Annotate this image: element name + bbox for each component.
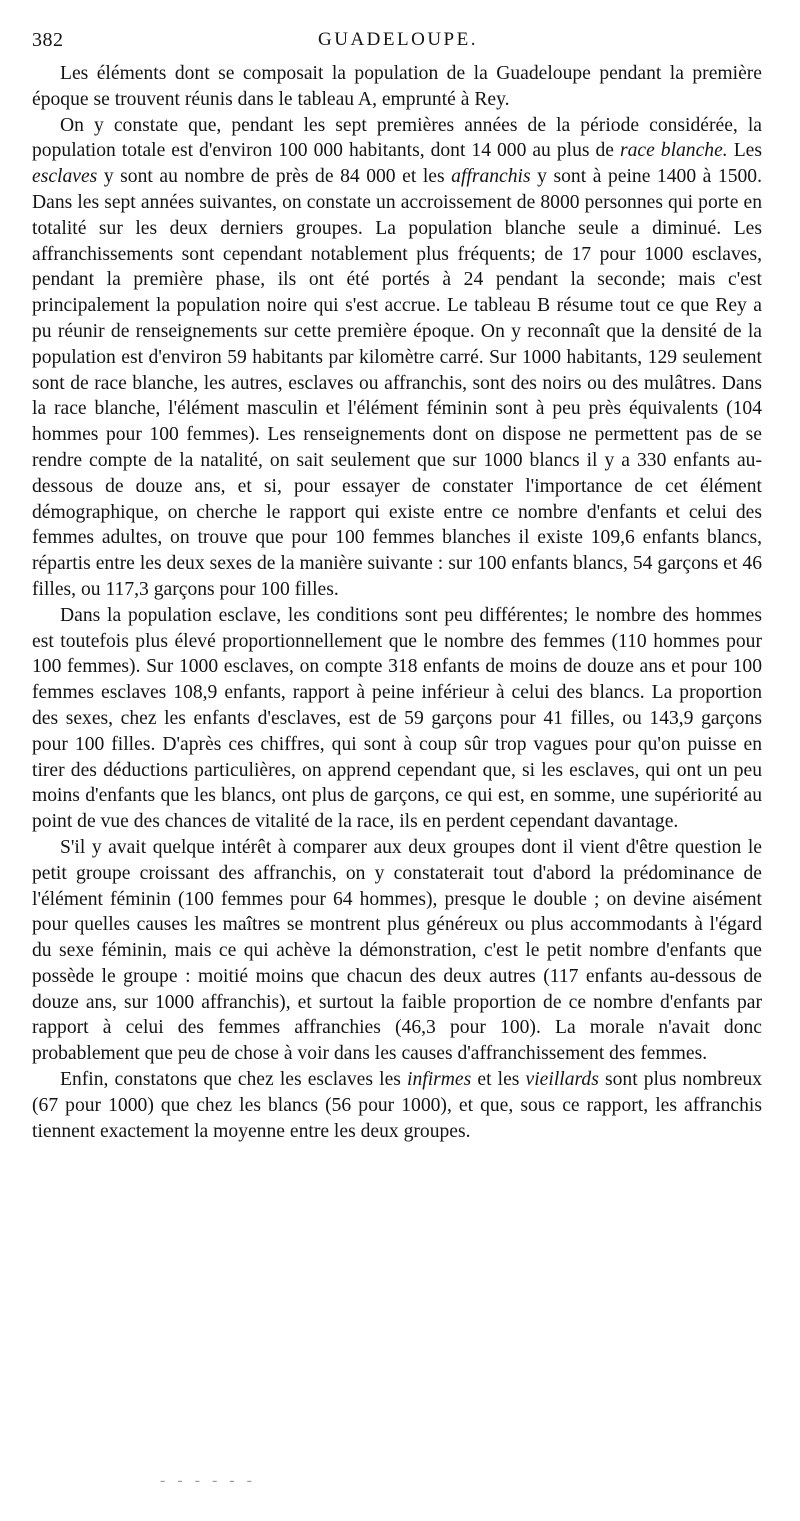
text-segment: Dans la population esclave, les conditions sont peu différentes; le nombre des hommes est toutefois plus élevé proportionnellement que le nombre des femmes (110 hommes pour 100 femmes). Sur 1000 esclaves, on compte 318 enfants de moins de douze ans et pour 100 femmes esclaves 108,9 enfants, rapport à peine inférieur à celui des blancs. La proportion des sexes, chez les enfants d'esclaves, est de 59 garçons pour 41 filles, ou 143,9 garçons pour 100 filles. D'après ces chiffres, qui sont à coup sûr trop vagues pour qu'on puisse en tirer des déductions particulières, on apprend cependant que, si les esclaves, qui ont un peu moins d'enfants que les blancs, ont plus de garçons, ce qui est, en somme, une supériorité au point de vue des chances de vitalité de la race, ils en perdent cependant davantage. <box>32 604 762 833</box>
italic-term: infirmes <box>407 1069 472 1091</box>
italic-term: esclaves <box>32 166 98 188</box>
text-segment: y sont à peine 1400 à 1500. Dans les sept années suivantes, on constate un accroissement de 8000 personnes qui porte en totalité sur les deux derniers groupes. La population blanche seule a diminué. Les affranchissements sont cependant notablement plus fréquents; de 17 pour 1000 esclaves, pendant la première phase, ils ont été portés à 24 pendant la seconde; mais c'est principalement la population noire qui s'est accrue. Le tableau B résume tout ce que Rey a pu réunir de renseignements sur cette première époque. On y reconnaît que la densité de la population est d'environ 59 habitants par kilomètre carré. Sur 1000 habitants, 129 seulement sont de race blanche, les autres, esclaves ou affranchis, sont des noirs ou des mulâtres. Dans la race blanche, l'élément masculin et l'élément féminin sont à peu près équivalents (104 hommes pour 100 femmes). Les renseignements dont on dispose ne permettent pas de se rendre compte de la natalité, on sait seulement que sur 1000 blancs il y a 330 enfants au-dessous de douze ans, et si, pour essayer de constater l'importance de cet élément démographique, on cherche le rapport qui existe entre ce nombre d'enfants et celui des femmes adultes, on trouve que pour 100 femmes blanches il existe 109,6 enfants blancs, répartis entre les deux sexes de la manière suivante : sur 100 enfants blancs, 54 garçons et 46 filles, ou 117,3 garçons pour 100 filles. <box>32 166 762 600</box>
footer-marks: - - - - - - <box>160 1472 256 1489</box>
paragraph <box>32 603 762 835</box>
italic-term: vieillards <box>525 1069 599 1091</box>
text-segment: S'il y avait quelque intérêt à comparer aux deux groupes dont il vient d'être question le petit groupe croissant des affranchis, on y constaterait tout d'abord la prédominance de l'élément féminin (100 femmes pour 64 hommes), presque le double ; on devine aisément pour quelles causes les maîtres se montrent plus généreux ou plus accommodants à l'égard du sexe féminin, mais ce qui achève la démonstration, c'est le petit nombre d'enfants que possède le groupe : moitié moins que chacun des deux autres (117 enfants au-dessous de douze ans, sur 1000 affranchis), et surtout la faible proportion de ce nombre d'enfants par rapport à celui des femmes affranchies (46,3 pour 100). La morale n'avait donc probablement que peu de chose à voir dans les causes d'affranchissement des femmes. <box>32 836 762 1065</box>
body-text <box>32 61 762 1144</box>
text-segment: Enfin, constatons que chez les esclaves les <box>60 1069 408 1091</box>
text-segment: y sont au nombre de près de 84 000 et les <box>97 166 452 188</box>
running-title: GUADELOUPE. <box>318 29 478 50</box>
page-number: 382 <box>32 29 64 51</box>
text-segment: Les <box>727 140 762 162</box>
paragraph <box>32 1067 762 1144</box>
paragraph <box>32 835 762 1067</box>
text-segment: On y constate que, pendant les sept premières années de la période considérée, la population totale est d'environ 100 000 habitants, dont 14 000 au plus de <box>32 114 762 162</box>
paragraph <box>32 113 762 603</box>
page-header <box>32 29 764 57</box>
text-segment: et les <box>471 1069 526 1091</box>
italic-term: race blanche. <box>619 140 728 162</box>
text-segment: sont plus nombreux (67 pour 1000) que chez les blancs (56 pour 1000), et que, sous ce rapport, les affranchis tiennent exactement la moyenne entre les deux groupes. <box>32 1069 762 1142</box>
text-segment: Les éléments dont se composait la population de la Guadeloupe pendant la première époque se trouvent réunis dans le tableau A, emprunté à Rey. <box>32 63 762 110</box>
paragraph <box>32 61 762 113</box>
italic-term: affranchis <box>451 166 531 188</box>
